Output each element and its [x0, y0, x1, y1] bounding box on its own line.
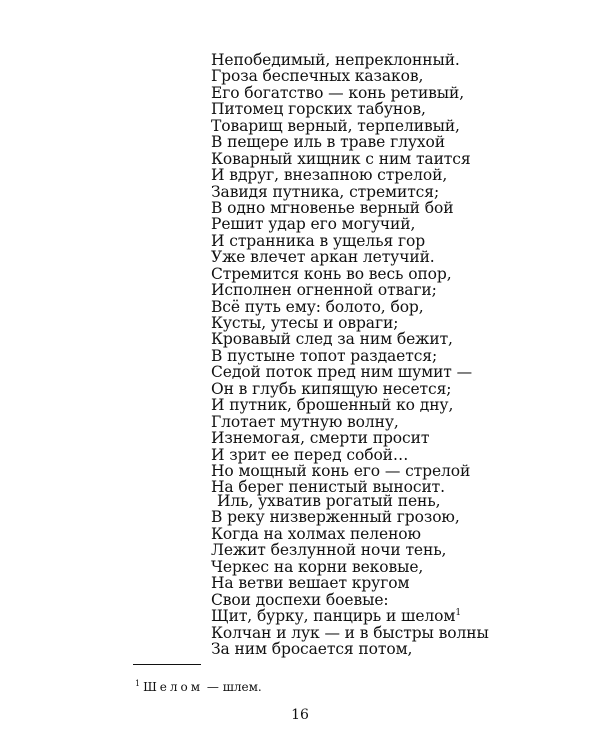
poem-line: Всё путь ему: болото, бор, [211, 297, 424, 316]
poem-line: Черкес на корни вековые, [211, 557, 424, 576]
poem-line: Седой поток пред ним шумит — [211, 363, 473, 382]
poem-line: И вдруг, внезапною стрелой, [211, 166, 448, 185]
poem-line: Свои доспехи боевые: [211, 590, 389, 609]
poem-line: Иль, ухватив рогатый пень, [217, 492, 441, 510]
poem-line: И зрит ее перед собой… [211, 445, 409, 464]
poem-line: И путник, брошенный ко дну, [211, 396, 454, 415]
footnote-separator-rule [133, 664, 201, 665]
poem-line: В пещере иль в траве глухой [211, 133, 445, 152]
poem-stanza-1 [211, 52, 472, 496]
poem-line: Гроза беспечных казаков, [211, 67, 424, 86]
poem-line-with-footnote [211, 608, 489, 624]
poem-stanza-2 [211, 493, 489, 657]
poem-line: Колчан и лук — и в быстры волны [211, 623, 489, 642]
poem-line: Его богатство — конь ретивый, [211, 83, 465, 102]
poem-line: Но мощный конь его — стрелой [211, 461, 471, 480]
poem-line: Лежит безлунной ночи тень, [211, 541, 447, 560]
footnote-term: Шелом [143, 680, 204, 694]
poem-line: За ним бросается потом, [211, 639, 413, 658]
footnote-definition: — шлем. [203, 680, 262, 694]
page-number: 16 [291, 707, 309, 723]
poem-line: И странника в ущелья гор [211, 231, 426, 250]
poem-line: Когда на холмах пеленою [211, 524, 421, 543]
poem-line: Непобедимый, непреклонный. [211, 51, 460, 69]
poem-line: Уже влечет аркан летучий. [211, 248, 435, 267]
poem-line: На ветви вешает кругом [211, 574, 410, 593]
poem-line: Решит удар его могучий, [211, 215, 416, 234]
poem-line: Коварный хищник с ним таится [211, 149, 471, 168]
poem-line: Он в глубь кипящую несется; [211, 379, 452, 398]
poem-line: Стремится конь во весь опор, [211, 264, 452, 283]
footnote [135, 680, 262, 694]
footnote-number: 1 [135, 679, 141, 688]
poem-line: Изнемогая, смерти просит [211, 429, 430, 448]
poem-line: Глотает мутную волну, [211, 412, 399, 431]
poem-line: В пустыне топот раздается; [211, 346, 438, 365]
footnote-reference-mark[interactable]: 1 [455, 607, 461, 618]
poem-line: На берег пенистый выносит. [211, 478, 445, 497]
poem-line: В одно мгновенье верный бой [211, 198, 454, 217]
poem-line: Завидя путника, стремится; [211, 182, 440, 201]
poem-line: Исполнен огненной отваги; [211, 281, 437, 300]
poem-line: Товарищ верный, терпеливый, [211, 116, 460, 135]
poem-line: Питомец горских табунов, [211, 100, 426, 119]
poem-line: Кусты, утесы и овраги; [211, 314, 399, 332]
poem-line: Кровавый след за ним бежит, [211, 330, 453, 349]
poem-line: В реку низверженный грозою, [211, 508, 460, 527]
poem-line-text: Щит, бурку, панцирь и шелом [211, 607, 456, 626]
